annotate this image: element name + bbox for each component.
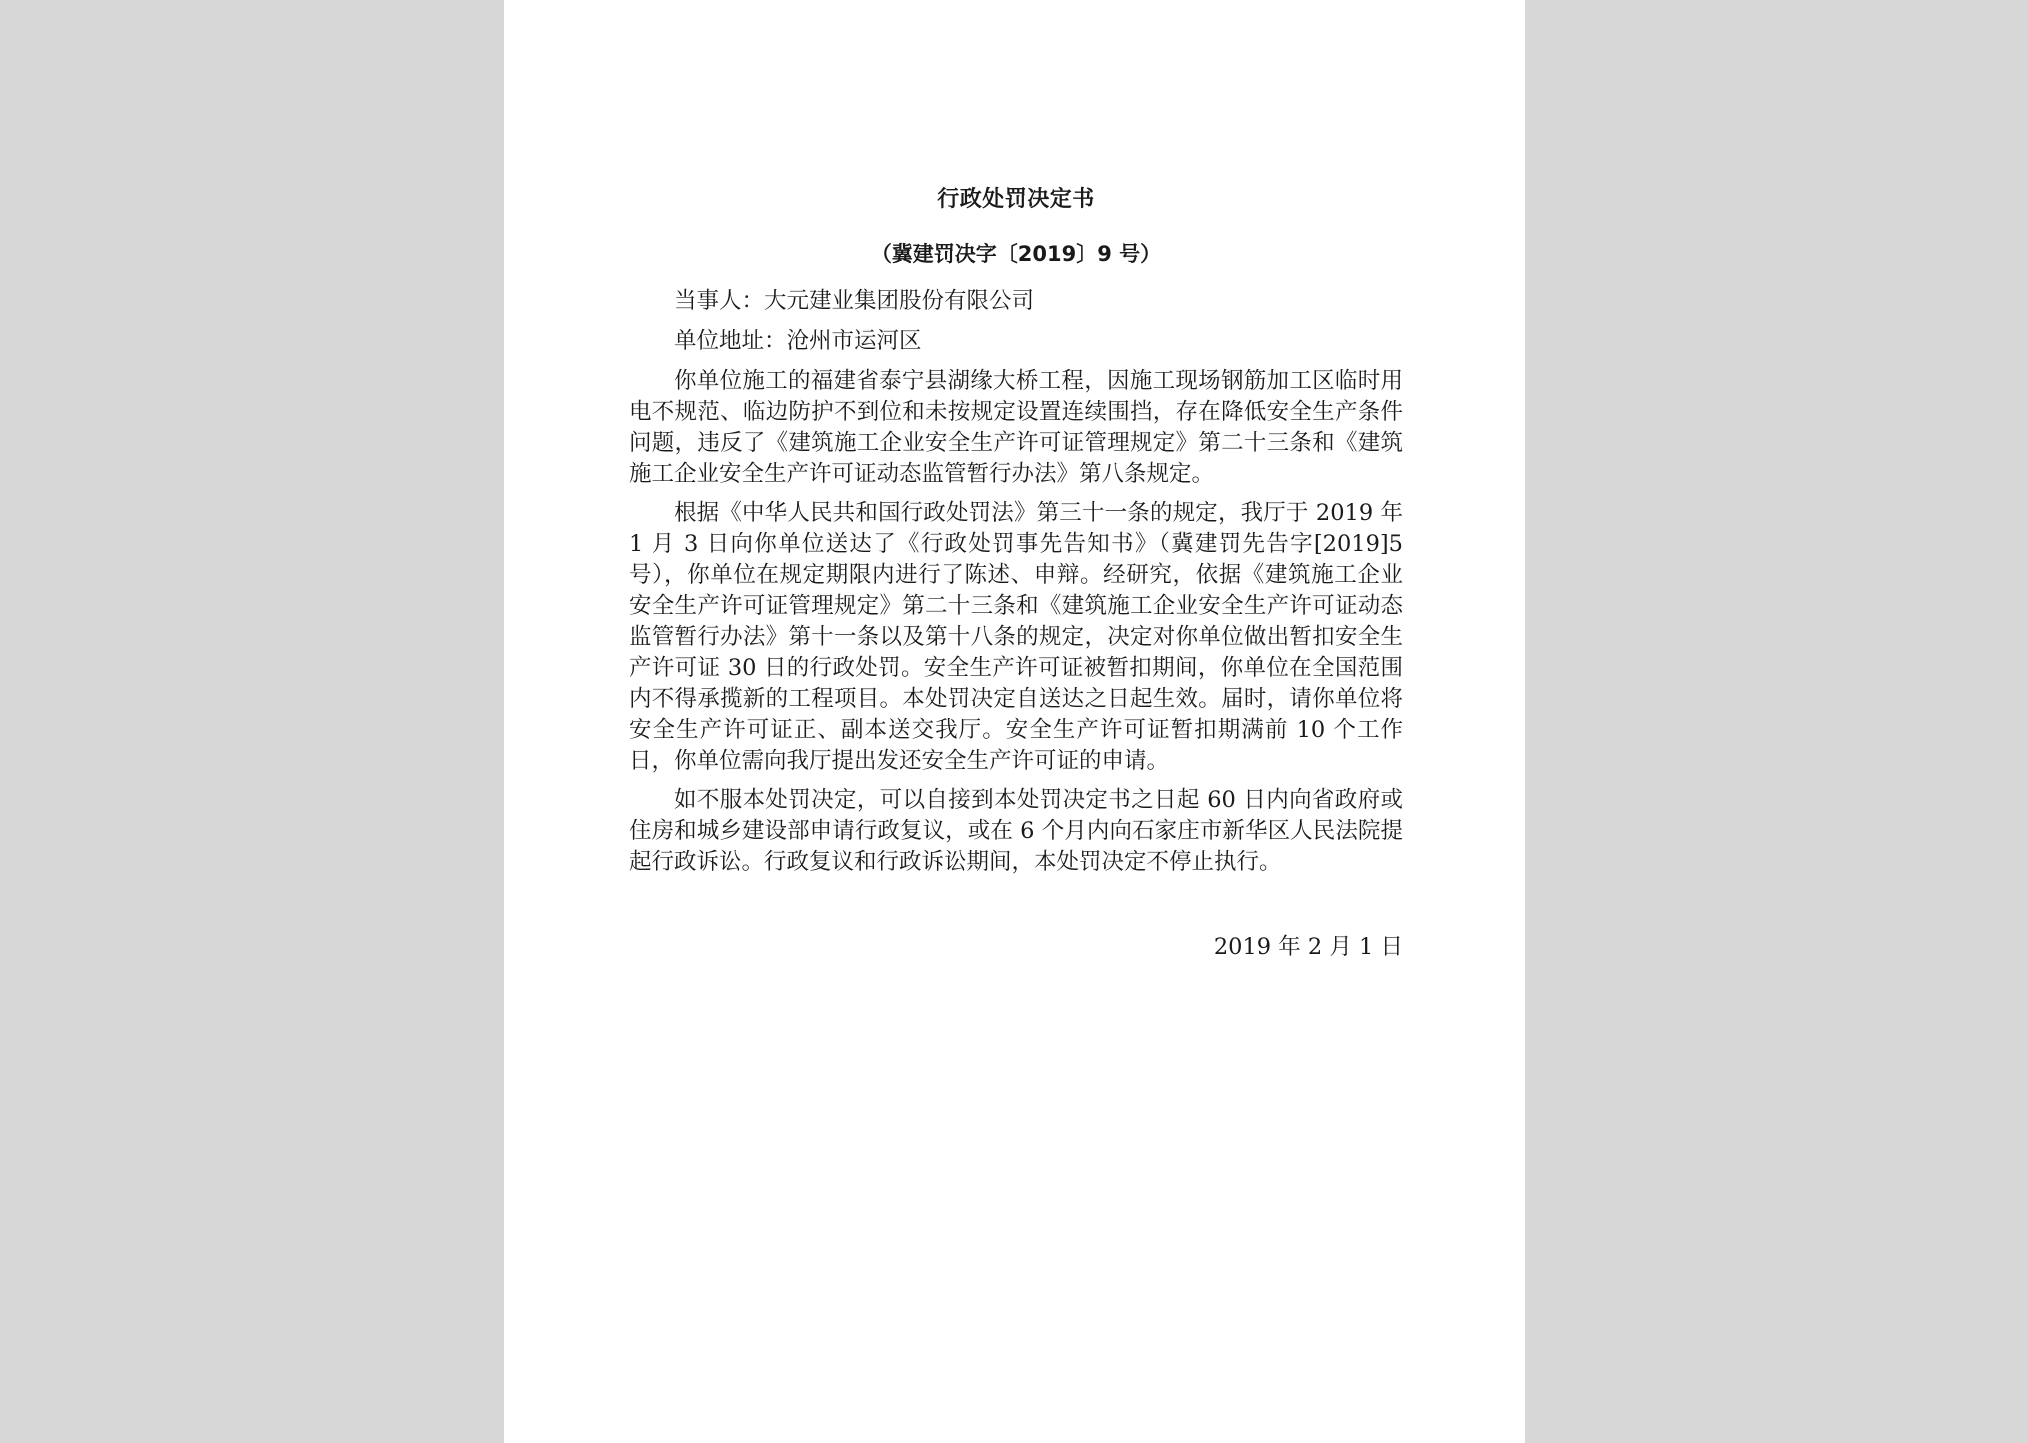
- party-line: 当事人：大元建业集团股份有限公司: [674, 288, 1035, 314]
- document-body: [629, 180, 1403, 963]
- paragraph-violation: 你单位施工的福建省泰宁县湖缘大桥工程，因施工现场钢筋加工区临时用电不规范、临边防护不到位和未按规定设置连续围挡，存在降低安全生产条件问题，违反了《建筑施工企业安全生产许可证管理规定》第二十三条和《建筑施工企业安全生产许可证动态监管暂行办法》第八条规定。: [629, 368, 1403, 487]
- address-line: 单位地址：沧州市运河区: [674, 328, 922, 354]
- document-number: （冀建罚决字〔2019〕9 号）: [870, 242, 1162, 266]
- paragraph-decision: 根据《中华人民共和国行政处罚法》第三十一条的规定，我厅于 2019 年 1 月 3 日向你单位送达了《行政处罚事先告知书》（冀建罚先告字[2019]5 号），你单位在规定期限内进行了陈述、申辩。经研究，依据《建筑施工企业安全生产许可证管理规定》第二十三条和《建筑施工企业安全生产许可证动态监管暂行办法》第十一条以及第十八条的规定，决定对你单位做出暂扣安全生产许可证 30 日的行政处罚。安全生产许可证被暂扣期间，你单位在全国范围内不得承揽新的工程项目。本处罚决定自送达之日起生效。届时，请你单位将安全生产许可证正、副本送交我厅。安全生产许可证暂扣期满前 10 个工作日，你单位需向我厅提出发还安全生产许可证的申请。: [629, 500, 1403, 774]
- document-date: 2019 年 2 月 1 日: [1213, 934, 1403, 960]
- document-title: 行政处罚决定书: [937, 187, 1095, 212]
- document-page: [504, 0, 1525, 1443]
- paragraph-appeal: 如不服本处罚决定，可以自接到本处罚决定书之日起 60 日内向省政府或住房和城乡建设部申请行政复议，或在 6 个月内向石家庄市新华区人民法院提起行政诉讼。行政复议和行政诉讼期间，本处罚决定不停止执行。: [629, 787, 1403, 875]
